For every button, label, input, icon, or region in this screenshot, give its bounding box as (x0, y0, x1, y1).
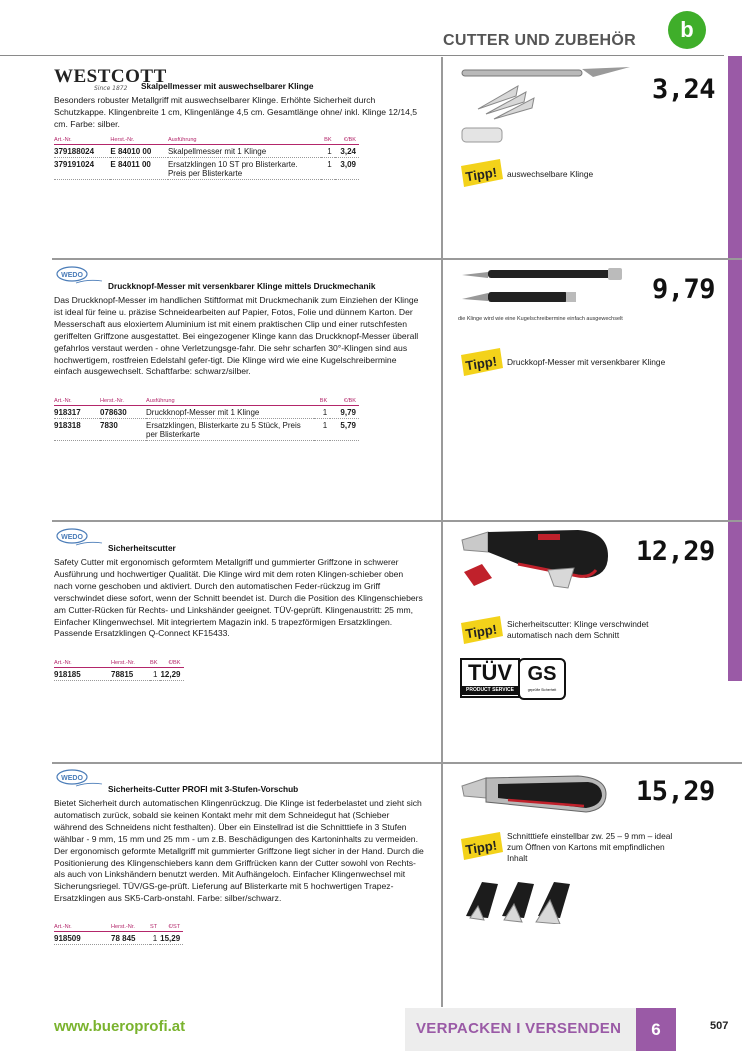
col-header: BK (314, 398, 330, 406)
unit-price: 9,79 (330, 406, 359, 419)
col-header: Art.-Nr. (54, 398, 100, 406)
manufacturer-number: 078630 (100, 406, 146, 419)
product-description: Besonders robuster Metallgriff mit auswechselbarer Klinge. Erhöhte Sicherheit durch Schutzkappe. Klingenbreite 1 cm, Klingenlänge 4,5 cm. Gesamtlänge ohne/ inkl. Klinge 12/14,5 cm. Farbe: silber. (54, 95, 418, 129)
blade-depth-steps-image (460, 876, 590, 924)
col-header: BK (321, 137, 335, 145)
pack-unit: 1 (321, 145, 335, 158)
col-header: Ausführung (146, 398, 314, 406)
col-header: ST (150, 924, 160, 932)
product-description: Safety Cutter mit ergonomisch geformtem Metallgriff und gummierter Griffzone in schwerer Ausführung und hochwertiger Qualität. Die Klinge wird mit dem roten Klingen-schieber oben nach vorne geschoben und aktiviert. Durch den automatischen Feder-rückzug im Griff verschwindet diese sofort, wenn der Schnitt beendet ist. Durch die Position des Klingenschiebers am Cutter-Rücken für Rechts- und Linkshänder geeignet. TÜV-geprüft. Klingenaustritt: 25 mm, Einfacher Klingenwechsel. Mit integriertem Magazin inkl. 5 trapezförmigen Ersatzklingen. Passende Ersatzklingen Q-Connect KF15433. (54, 557, 423, 639)
col-header: Herst.-Nr. (111, 924, 150, 932)
product-price: 3,24 (652, 74, 716, 105)
pack-unit: 1 (150, 932, 160, 945)
tuv-mark: TÜV (468, 660, 512, 685)
wedo-logo (54, 768, 104, 790)
image-caption: die Klinge wird wie eine Kugelschreibermine einfach ausgewechselt (458, 316, 623, 322)
table-header-row (54, 924, 183, 932)
scalpel-image (458, 64, 633, 154)
product-title: Druckknopf-Messer mit versenkbarer Klinge mittels Druckmechanik (108, 281, 376, 291)
table-header-row (54, 398, 359, 406)
variant: Ersatzklingen 10 ST pro Blisterkarte. Preis per Blisterkarte (168, 158, 321, 180)
profi-cutter-image (458, 770, 613, 816)
brand-name: WESTCOTT (54, 66, 167, 87)
wedo-brand: WEDO (61, 534, 83, 541)
pack-unit: 1 (150, 668, 160, 681)
article-number: 379188024 (54, 145, 110, 158)
col-header: Herst.-Nr. (111, 660, 150, 668)
footer-section-title: VERPACKEN I VERSENDEN (416, 1020, 622, 1037)
product-price: 15,29 (636, 776, 715, 807)
article-number: 379191024 (54, 158, 110, 180)
table-row (54, 406, 359, 419)
manufacturer-number: E 84011 00 (110, 158, 168, 180)
brand-tagline: Since 1872 (94, 85, 128, 92)
pack-unit: 1 (314, 419, 330, 441)
gs-certification-logo (518, 658, 566, 700)
product-table (54, 137, 359, 180)
col-header: Ausführung (168, 137, 321, 145)
wedo-brand: WEDO (61, 775, 83, 782)
manufacturer-number: 7830 (100, 419, 146, 441)
unit-price: 3,24 (335, 145, 359, 158)
product-description: Bietet Sicherheit durch automatischen Klingenrückzug. Die Klinge ist federbelastet und zieht sich automatisch zurück, sobald sie keinen Kontakt mehr mit dem Schneidegut hat (Schieber während des Schneidens nicht festhalten). Über ein Einstellrad ist die Schnitttiefe in 3 Stufen wählbar - 9 mm, 15 mm und 25 mm - um z.B. Beschädigungen des Kartoninhalts zu vermeiden. Der ergonomisch geformte Metallgriff mit gummierter Griffzone liegt sicher in der Hand. Durch die Positionierung des Klingenschiebers kann dem Griffrücken kann der Cutter sowohl von Rechts- als auch von Linkshändern benutzt werden. Mit Aufhängeloch. Einfacher Klingenwechsel mit Sicherungsriegel. TÜV/GS-ge-prüft. Lieferung auf Blisterkarte mit 5 hochwertigen Trapez-Ersatzklingen aus SK5-Carb-onstahl. Farbe: silber/schwarz. (54, 798, 424, 904)
table-header-row (54, 137, 359, 145)
table-row (54, 932, 183, 945)
product-title: Skalpellmesser mit auswechselbarer Klinge (141, 81, 314, 91)
pack-unit: 1 (314, 406, 330, 419)
unit-price: 3,09 (335, 158, 359, 180)
footer-section-number: 6 (636, 1008, 676, 1051)
unit-price: 15,29 (160, 932, 183, 945)
col-header: Herst.-Nr. (100, 398, 146, 406)
col-header: Art.-Nr. (54, 137, 110, 145)
pack-unit: 1 (321, 158, 335, 180)
col-header: €/BK (330, 398, 359, 406)
tipp-label: Tipp! (464, 837, 498, 858)
tuv-subtitle: PRODUCT SERVICE (462, 686, 518, 695)
tipp-text: Druckkopf-Messer mit versenkbarer Klinge (507, 357, 666, 367)
page-number: 507 (710, 1020, 729, 1032)
col-header: Herst.-Nr. (110, 137, 168, 145)
manufacturer-number: E 84010 00 (110, 145, 168, 158)
product-title: Sicherheits-Cutter PROFI mit 3-Stufen-Vorschub (108, 784, 299, 794)
safety-cutter-image (458, 526, 613, 596)
col-header: Art.-Nr. (54, 924, 111, 932)
row-divider (52, 520, 742, 522)
tuv-certification-logo (460, 658, 520, 698)
table-row (54, 668, 184, 681)
col-header: BK (150, 660, 160, 668)
product-price: 12,29 (636, 536, 715, 567)
table-row (54, 145, 359, 158)
tipp-label: Tipp! (464, 164, 498, 185)
tipp-badge-icon (458, 830, 504, 862)
product-table (54, 660, 184, 681)
variant: Ersatzklingen, Blisterkarte zu 5 Stück, Preis per Blisterkarte (146, 419, 314, 441)
wedo-logo (54, 527, 104, 549)
product-table (54, 924, 183, 945)
col-header: €/ST (160, 924, 183, 932)
table-row (54, 158, 359, 180)
article-number: 918185 (54, 668, 111, 681)
col-header: €/BK (160, 660, 183, 668)
product-title: Sicherheitscutter (108, 543, 176, 553)
col-header: Art.-Nr. (54, 660, 111, 668)
footer-website-link[interactable]: www.bueroprofi.at (54, 1018, 186, 1035)
tipp-text: Sicherheitscutter: Klinge verschwindet automatisch nach dem Schnitt (507, 619, 649, 640)
gs-mark: GS (527, 663, 557, 685)
tipp-text: auswechselbare Klinge (507, 169, 594, 179)
product-price: 9,79 (652, 274, 716, 305)
product-table (54, 398, 359, 441)
tipp-label: Tipp! (464, 621, 498, 642)
manufacturer-number: 78 845 (111, 932, 150, 945)
article-number: 918317 (54, 406, 100, 419)
category-badge: b (668, 11, 706, 49)
product-description: Das Druckknopf-Messer im handlichen Stiftformat mit Druckmechanik zum Einziehen der Klinge ist ideal für feine u. präzise Schneidearbeiten auf Papier, Fotos, Folie und dünnem Karton. Der Messerschaft aus eloxiertem Aluminium ist mit einem praktischen Clip und einer rutschfesten geriffelten Griffzone ausgestattet. Bei eingezogener Klinge kann das Druckknopf-Messer überall gefahrlos verstaut werden - ohne Verletzungsge-fahr. Die sehr scharfen 30°-Klingen sind aus hochwertigem, rostfreien Edelstahl gefer-tigt. Die Klinge wird wie eine Kugelschreibermine einfach ausgewechselt. Schaftfarbe: schwarz/silber. (54, 295, 419, 377)
wedo-logo (54, 265, 104, 287)
tipp-badge-icon (458, 346, 504, 378)
variant: Druckknopf-Messer mit 1 Klinge (146, 406, 314, 419)
section-color-bar (728, 56, 742, 681)
page-header-title: CUTTER UND ZUBEHÖR (443, 32, 636, 49)
row-divider (52, 258, 742, 260)
push-button-knife-image (458, 266, 638, 310)
article-number: 918318 (54, 419, 100, 441)
article-number: 918509 (54, 932, 111, 945)
tipp-badge-icon (458, 157, 504, 189)
header-divider (0, 55, 724, 56)
row-divider (52, 762, 742, 764)
wedo-brand: WEDO (61, 272, 83, 279)
tipp-text: Schnitttiefe einstellbar zw. 25 – 9 mm – ideal zum Öffnen von Kartons mit empfindlichen Inhalt (507, 831, 673, 863)
table-row (54, 419, 359, 441)
unit-price: 12,29 (160, 668, 183, 681)
col-header: €/BK (335, 137, 359, 145)
variant: Skalpellmesser mit 1 Klinge (168, 145, 321, 158)
table-header-row (54, 660, 184, 668)
tipp-label: Tipp! (464, 353, 498, 374)
gs-subtitle: geprüfte Sicherheit (527, 688, 557, 692)
manufacturer-number: 78815 (111, 668, 150, 681)
unit-price: 5,79 (330, 419, 359, 441)
column-divider (441, 57, 443, 1007)
tipp-badge-icon (458, 614, 504, 646)
